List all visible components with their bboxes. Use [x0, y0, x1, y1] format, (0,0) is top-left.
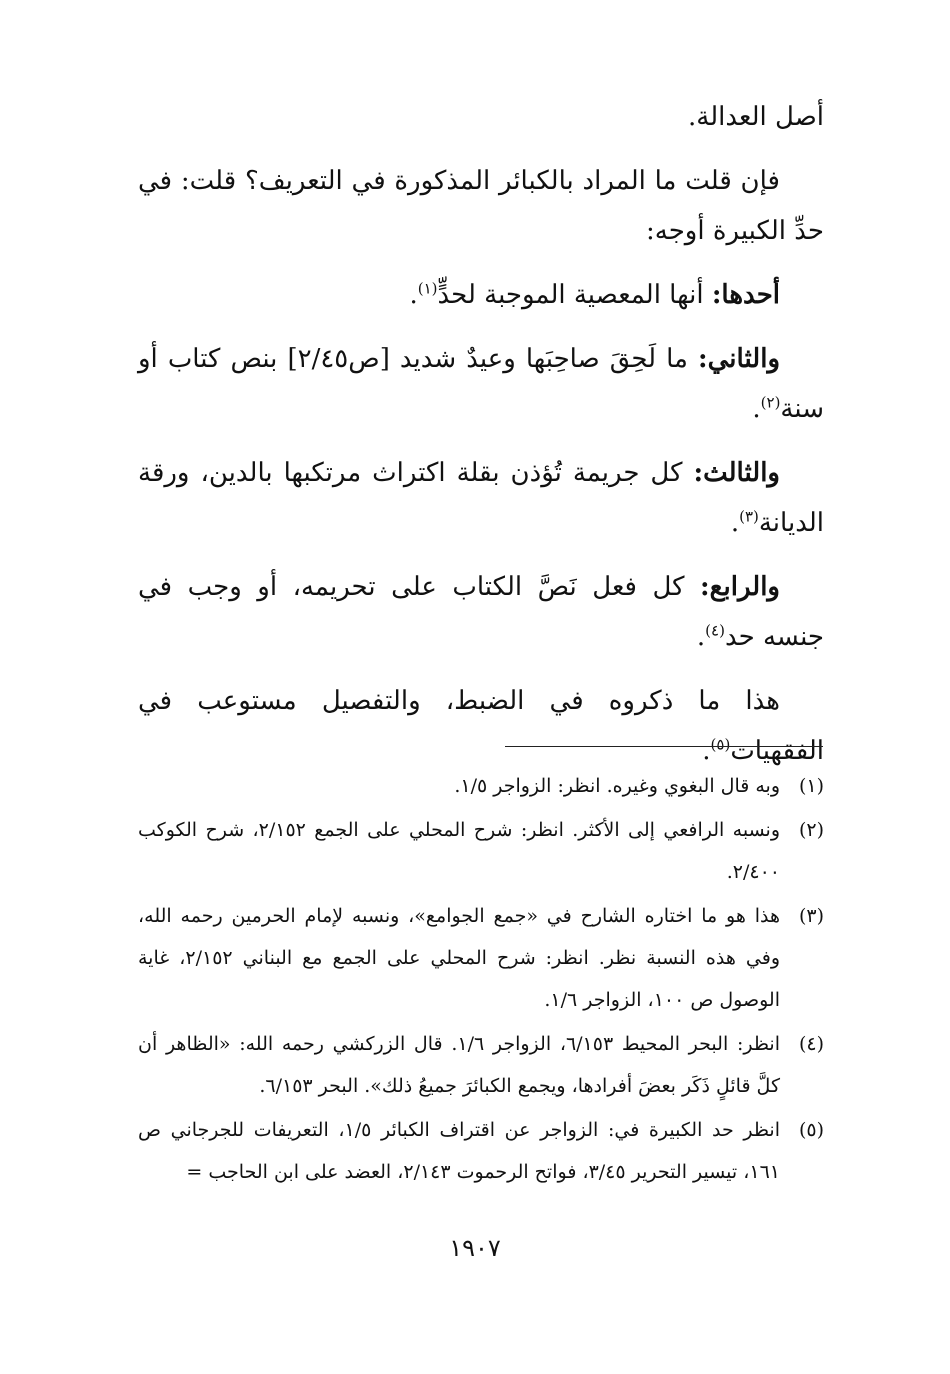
- footnote-4: [138, 1023, 824, 1107]
- definition-4: [138, 562, 824, 662]
- footnote-text: انظر: البحر المحيط ٦/١٥٣، الزواجر ١/٦. قال الزركشي رحمه الله: «الظاهر أن كلَّ قائلٍ ذَكَر بعضَ أفرادها، ويجمع الكبائرَ جميعُ ذلك». البحر ٦/١٥٣.: [138, 1033, 780, 1097]
- footnote-text: ونسبه الرافعي إلى الأكثر. انظر: شرح المحلي على الجمع ٢/١٥٢، شرح الكوكب ٢/٤٠٠.: [138, 819, 780, 883]
- question-paragraph: فإن قلت ما المراد بالكبائر المذكورة في التعريف؟ قلت: في حدِّ الكبيرة أوجه:: [138, 166, 824, 246]
- page-number: ١٩٠٧: [449, 1234, 501, 1262]
- footnote-3: [138, 895, 824, 1021]
- definition-end: .: [752, 394, 761, 424]
- definition-lead: والثاني:: [698, 344, 781, 374]
- footnote-separator: [505, 746, 823, 747]
- footnote-5: [138, 1109, 824, 1193]
- footnote-text: وبه قال البغوي وغيره. انظر: الزواجر ١/٥.: [454, 775, 780, 797]
- definition-lead: أحدها:: [711, 280, 780, 310]
- footnote-text: انظر حد الكبيرة في: الزواجر عن اقتراف الكبائر ١/٥، التعريفات للجرجاني ص ١٦١، تيسير التحرير ٣/٤٥، فواتح الرحموت ٢/١٤٣، العضد على ابن الحاجب =: [138, 1119, 781, 1183]
- definition-lead: والرابع:: [700, 572, 780, 602]
- footnote-ref: (٣): [739, 507, 759, 526]
- definition-end: .: [730, 508, 740, 538]
- main-text: [138, 92, 824, 776]
- footnote-number: (٤): [798, 1033, 824, 1055]
- footnote-2: [138, 809, 824, 893]
- definition-lead: والثالث:: [693, 458, 780, 488]
- footnote-number: (١): [798, 775, 824, 797]
- footnote-ref: (٤): [705, 621, 725, 640]
- closing-paragraph: [138, 676, 824, 776]
- footnote-ref: (٢): [760, 393, 781, 412]
- definition-text: كل جريمة تُؤذن بقلة اكتراث مرتكبها بالدين، ورقة الديانة: [138, 458, 824, 538]
- opening-line: أصل العدالة.: [688, 102, 824, 132]
- definition-2: [138, 334, 824, 434]
- definition-3: [138, 448, 824, 548]
- closing-end: .: [702, 736, 711, 766]
- footnote-1: [138, 765, 824, 807]
- footnote-ref: (١): [417, 279, 438, 298]
- footnote-number: (٣): [798, 905, 824, 927]
- footnote-number: (٥): [798, 1119, 824, 1141]
- footnote-number: (٢): [798, 819, 824, 841]
- definition-1: [138, 270, 824, 320]
- definition-end: .: [696, 622, 706, 652]
- definition-text: كل فعل نَصَّ الكتاب على تحريمه، أو وجب في جنسه حد: [138, 572, 824, 652]
- footnote-text: هذا هو ما اختاره الشارح في «جمع الجوامع»، ونسبه لإمام الحرمين رحمه الله، وفي هذه النسبة نظر. انظر: شرح المحلي على الجمع مع البناني ٢/١٥٢، غاية الوصول ص ١٠٠، الزواجر ١/٦.: [138, 905, 781, 1011]
- definition-end: .: [409, 280, 418, 310]
- definition-text: ما لَحِقَ صاحِبَها وعيدٌ شديد [ص٢/٤٥] بنص كتاب أو سنة: [138, 344, 824, 424]
- definition-text: أنها المعصية الموجبة لحدٍّ: [437, 280, 712, 310]
- footnote-ref: (٥): [710, 735, 731, 754]
- closing-text: هذا ما ذكروه في الضبط، والتفصيل مستوعب في الفقهيات: [138, 686, 824, 766]
- footnotes: [138, 765, 824, 1195]
